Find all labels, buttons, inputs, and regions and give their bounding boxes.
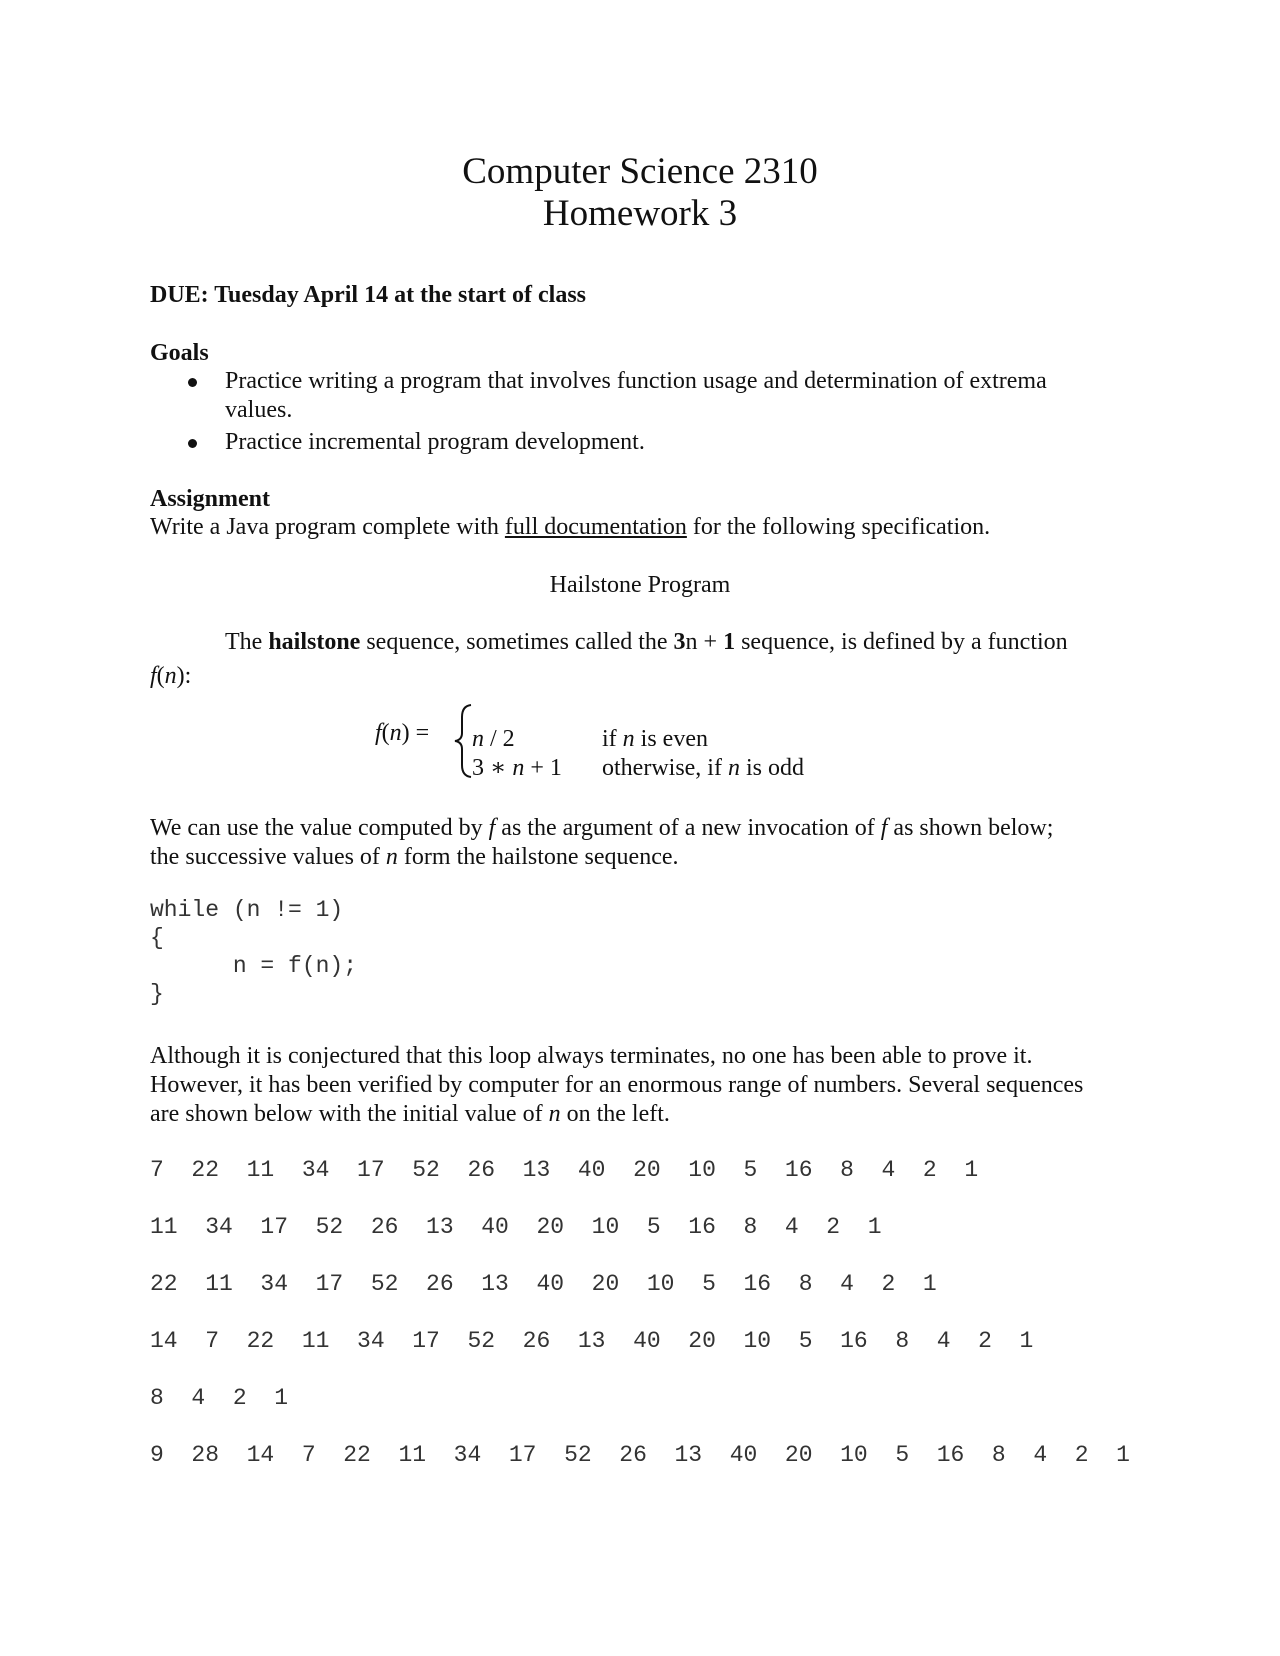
sequence-line: 22 11 34 17 52 26 13 40 20 10 5 16 8 4 2 1 [150,1271,937,1297]
code-line-4: } [150,981,164,1007]
conjecture-text: on the left. [560,1101,670,1127]
due-date: DUE: Tuesday April 14 at the start of class [150,282,587,308]
n-variable: n [385,844,398,870]
hailstone-term: hailstone [268,629,361,655]
homework-title: Homework 3 [542,193,738,234]
function-symbol: f [880,815,888,841]
case-condition: otherwise, if [602,755,728,781]
definition-line-2 [150,661,191,691]
n-variable: n [512,755,525,781]
case-expression: / 2 [484,726,515,752]
sequence-line: 8 4 2 1 [150,1385,289,1411]
conjecture-line-1: Although it is conjectured that this loop always terminates, no one has been able to prove it. [150,1043,1033,1069]
three-term: 3 [673,629,686,655]
goal-item-1-continued: values. [225,397,293,423]
assignment-intro [150,512,990,542]
usage-text: as the argument of a new invocation of [495,815,881,841]
intro-suffix: for the following specification. [686,514,991,540]
usage-line-2 [150,842,679,872]
conjecture-text: are shown below with the initial value of [150,1101,549,1127]
case-condition: is odd [739,755,804,781]
formula-case-2-cond [602,753,804,783]
case-expression: + 1 [524,755,562,781]
function-symbol: f [488,815,496,841]
case-condition: is even [634,726,708,752]
code-line-2: { [150,925,164,951]
bullet-icon [188,439,197,448]
one-term: 1 [723,629,736,655]
formula-case-1-expr [472,724,515,754]
usage-line-1 [150,813,1053,843]
definition-text: sequence, sometimes called the [360,629,674,655]
function-symbol: f [150,663,157,689]
usage-text: form the hailstone sequence. [397,844,679,870]
formula-lhs [375,718,429,748]
paren: ( [156,663,165,689]
usage-text: We can use the value computed by [150,815,489,841]
sequence-line: 14 7 22 11 34 17 52 26 13 40 20 10 5 16 8 4 2 1 [150,1328,1034,1354]
n-term: n [685,629,698,655]
formula-case-1-cond [602,724,708,754]
usage-text: the successive values of [150,844,386,870]
full-documentation-text: full documentation [504,514,687,540]
sequence-line: 9 28 14 7 22 11 34 17 52 26 13 40 20 10 5 16 8 4 2 1 [150,1442,1130,1468]
n-variable: n [472,726,484,752]
definition-text: sequence, is defined by a function [735,629,1068,655]
formula-case-2-expr [472,753,562,783]
paren: ): [176,663,192,689]
equals: ) = [401,720,430,746]
case-condition: if [602,726,623,752]
definition-text: The [225,629,269,655]
goals-heading: Goals [150,340,209,366]
n-variable: n [389,720,402,746]
plus-term: + [697,629,724,655]
function-symbol: f [375,720,382,746]
usage-text: as shown below; [887,815,1054,841]
intro-prefix: Write a Java program complete with [150,514,505,540]
program-title: Hailstone Program [549,572,731,598]
n-variable: n [548,1101,561,1127]
n-variable: n [727,755,740,781]
goal-item-1: Practice writing a program that involves function usage and determination of extrema [225,368,1047,394]
left-brace-icon [452,703,474,779]
goal-item-2: Practice incremental program development. [225,429,645,455]
bullet-icon [188,378,197,387]
assignment-heading: Assignment [150,486,271,512]
code-line-3: n = f(n); [150,953,358,979]
n-variable: n [164,663,177,689]
conjecture-line-2: However, it has been verified by computer for an enormous range of numbers. Several sequences [150,1072,1084,1098]
course-title: Computer Science 2310 [462,151,818,192]
definition-line-1 [225,627,1068,657]
n-variable: n [622,726,635,752]
case-expression: 3 ∗ [472,755,513,781]
paren: ( [381,720,390,746]
sequence-line: 11 34 17 52 26 13 40 20 10 5 16 8 4 2 1 [150,1214,882,1240]
code-line-1: while (n != 1) [150,897,344,923]
sequence-line: 7 22 11 34 17 52 26 13 40 20 10 5 16 8 4 2 1 [150,1157,979,1183]
conjecture-line-3 [150,1099,670,1129]
